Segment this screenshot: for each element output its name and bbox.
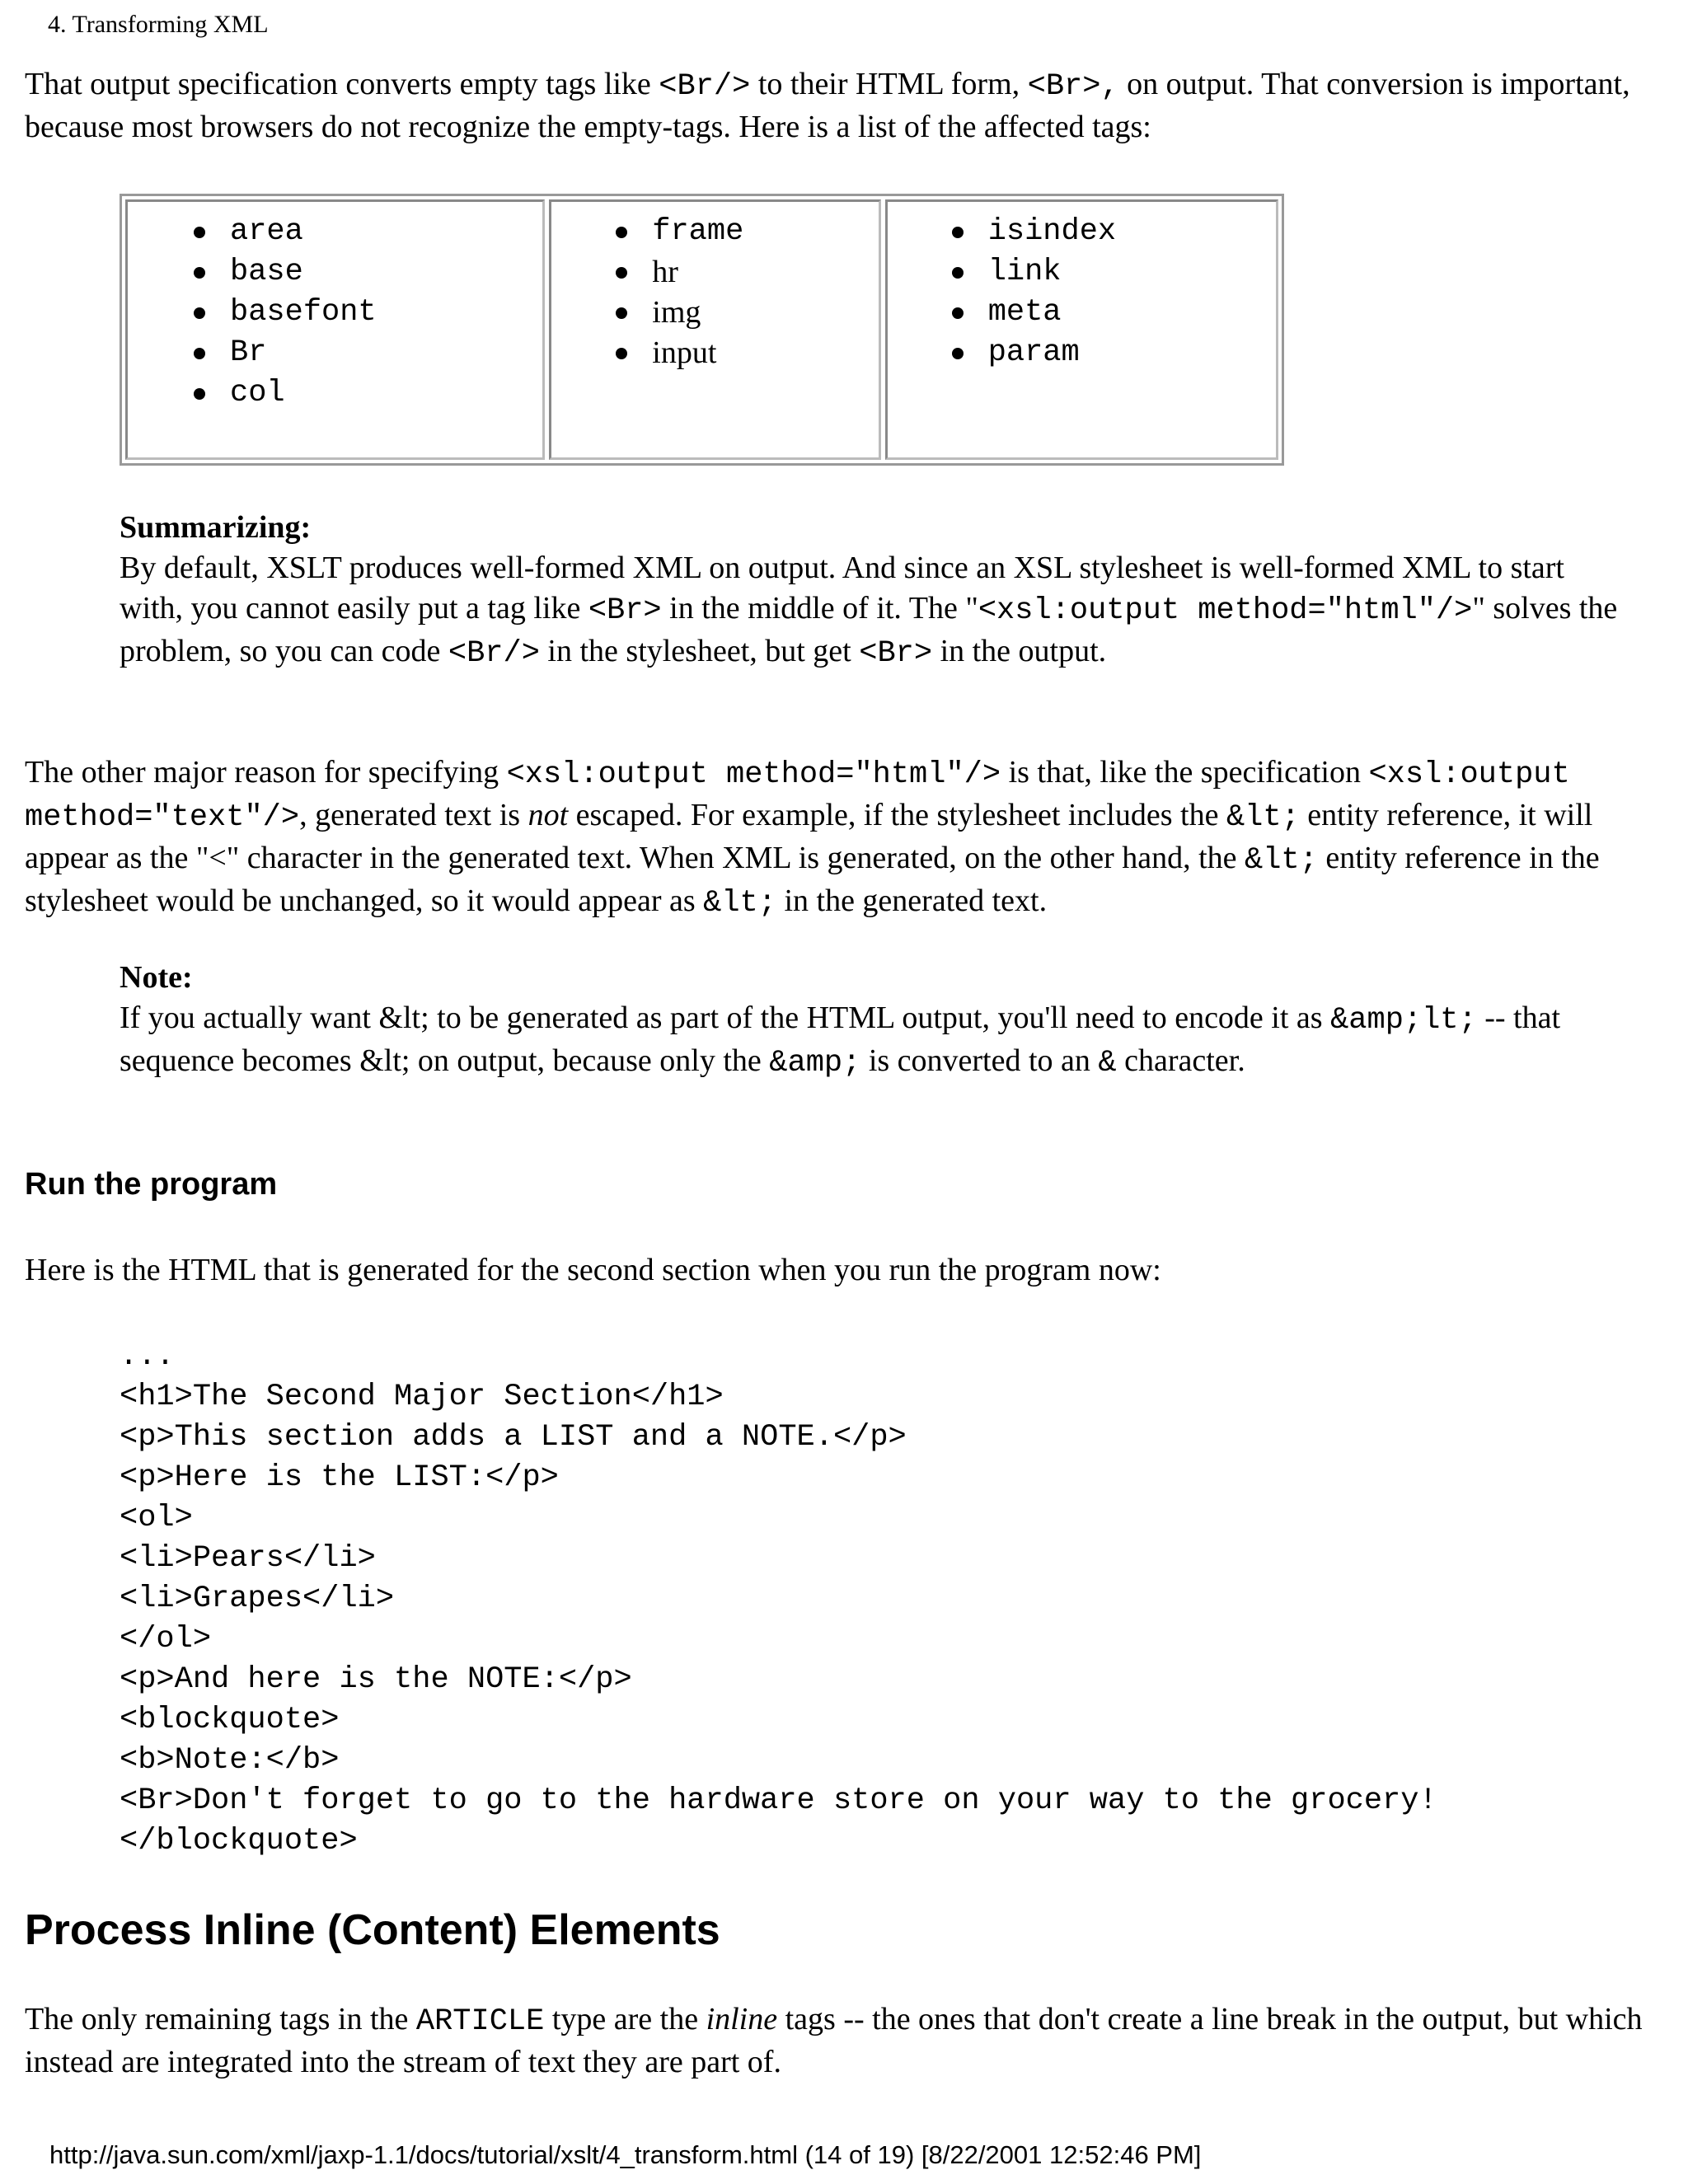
note-text-4: character. [1116, 1043, 1245, 1078]
tags-column-1 [125, 199, 545, 460]
reason-text-1: The other major reason for specifying [25, 755, 507, 790]
inline-text-2: type are the [544, 2002, 706, 2036]
reason-emphasis: not [528, 798, 569, 832]
note-heading: Note: [120, 960, 193, 995]
tag-item: basefont [194, 293, 542, 333]
summary-code-2: <xsl:output method="html"/> [978, 593, 1473, 628]
intro-text-1: That output specification converts empty tags like [25, 67, 659, 101]
summary-paragraph [120, 548, 1620, 674]
tag-item: isindex [952, 212, 1276, 252]
summary-code-3: <Br/> [448, 636, 540, 671]
reason-paragraph [25, 752, 1669, 924]
summary-code-4: <Br> [859, 636, 933, 671]
summary-text-5: in the output. [932, 634, 1107, 668]
tags-column-3 [885, 199, 1278, 460]
affected-tags-table [120, 194, 1284, 466]
tag-item: frame [616, 212, 878, 252]
tag-item: link [952, 252, 1276, 293]
note-text-1: If you actually want &lt; to be generated as part of the HTML output, you'll need to encode it as [120, 1001, 1331, 1035]
summary-text-2: in the middle of it. The " [661, 591, 978, 626]
tag-item: input [616, 333, 878, 373]
inline-text-3: tags -- the ones that don't create a line break in the output, but which instead are integrated into the stream of text they are part of. [25, 2002, 1643, 2079]
reason-code-4: &lt; [1245, 843, 1318, 878]
note-paragraph [120, 998, 1620, 1084]
reason-text-2: is that, like the specification [1001, 755, 1369, 790]
summary-text-1: By default, XSLT produces well-formed XML on output. And since an XSL stylesheet is well-formed XML to start with, you cannot easily put a tag like [120, 551, 1564, 626]
tag-item: img [616, 293, 878, 333]
inline-emphasis: inline [706, 2002, 778, 2036]
tag-item: Br [194, 333, 542, 373]
note-text-2: -- that sequence becomes &lt; on output, because only the [120, 1001, 1561, 1078]
reason-code-3: &lt; [1226, 800, 1300, 835]
summary-block [120, 508, 1620, 674]
tag-item: base [194, 252, 542, 293]
reason-code-2: <xsl:output method="text"/> [25, 757, 1570, 835]
summary-heading: Summarizing: [120, 510, 312, 545]
reason-code-1: <xsl:output method="html"/> [506, 757, 1001, 792]
tags-column-2 [549, 199, 880, 460]
tag-item: meta [952, 293, 1276, 333]
page-footer-url: http://java.sun.com/xml/jaxp-1.1/docs/tutorial/xslt/4_transform.html (14 of 19) [8/22/2001 12:52:46 PM] [49, 2140, 1202, 2169]
reason-text-3: , generated text is [299, 798, 528, 832]
intro-text-3: on output. That conversion is important, because most browsers do not recognize the empty-tags. Here is a list of the affected tags: [25, 67, 1630, 144]
note-code-1: &amp;lt; [1330, 1003, 1477, 1038]
note-block [120, 958, 1620, 1084]
reason-text-7: in the generated text. [776, 883, 1048, 918]
tag-item: area [194, 212, 542, 252]
inline-elements-heading: Process Inline (Content) Elements [25, 1906, 720, 1954]
summary-code-1: <Br> [588, 593, 662, 628]
inline-text-1: The only remaining tags in the [25, 2002, 416, 2036]
running-head: 4. Transforming XML [48, 11, 269, 38]
intro-text-2: to their HTML form, [750, 67, 1028, 101]
note-code-3: & [1098, 1046, 1117, 1080]
intro-code-2: <Br>, [1027, 69, 1119, 104]
tag-item: hr [616, 252, 878, 293]
intro-paragraph [25, 64, 1669, 148]
note-code-2: &amp; [769, 1046, 861, 1080]
generated-html-code-block: ... <h1>The Second Major Section</h1> <p>This section adds a LIST and a NOTE.</p> <p>Here is the LIST:</p> <ol> <li>Pears</li> <li>Grapes</li> </ol> <p>And here is the NOTE:</p> <blockquote> <b>Note:</b> <Br>Don't forget to go to the hardware store on your way to the grocery! </blockquote> [120, 1339, 1437, 1858]
reason-text-5: entity reference, it will appear as the "<" character in the generated text. When XML is generated, on the other hand, the [25, 798, 1593, 875]
reason-text-4: escaped. For example, if the stylesheet includes the [568, 798, 1226, 832]
summary-text-3: " solves the problem, so you can code [120, 591, 1618, 668]
run-program-paragraph: Here is the HTML that is generated for the second section when you run the program now: [25, 1253, 1161, 1287]
tag-item: col [194, 373, 542, 414]
tag-item: param [952, 333, 1276, 373]
summary-text-4: in the stylesheet, but get [539, 634, 860, 668]
reason-code-5: &lt; [703, 886, 776, 921]
inline-code-1: ARTICLE [415, 2004, 545, 2039]
intro-code-1: <Br/> [659, 69, 751, 104]
note-text-3: is converted to an [860, 1043, 1099, 1078]
reason-text-6: entity reference in the stylesheet would be unchanged, so it would appear as [25, 841, 1600, 918]
inline-elements-paragraph [25, 1999, 1669, 2083]
run-program-heading: Run the program [25, 1167, 278, 1202]
